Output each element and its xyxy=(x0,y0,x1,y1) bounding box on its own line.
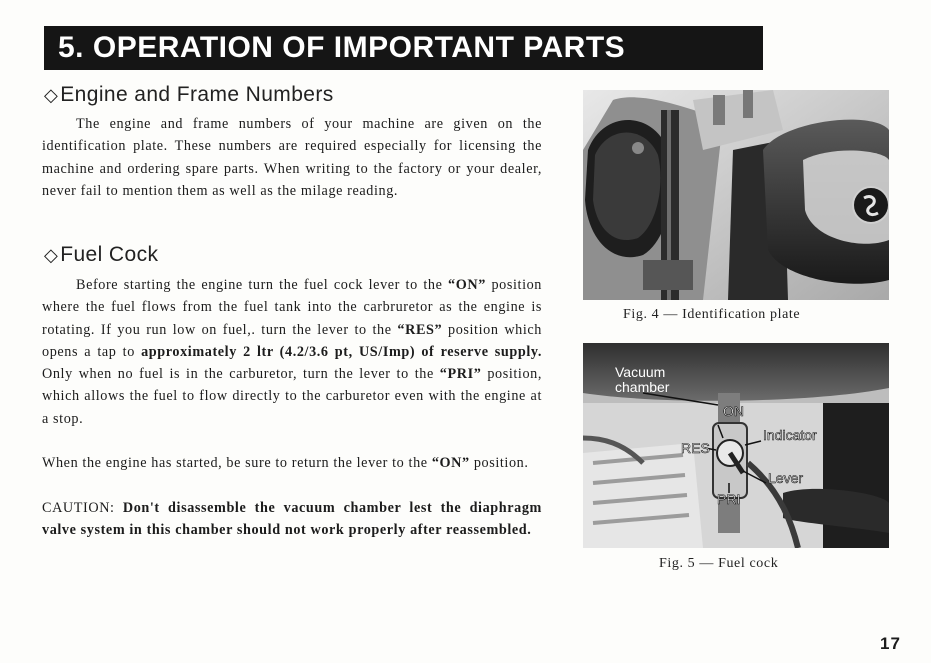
paragraph-caution xyxy=(42,497,542,542)
caution-text: Don't disassemble the vacuum chamber lest the diaphragm valve system in this chamber should not work properly after reassembled. xyxy=(42,500,542,539)
figure-5-caption: Fig. 5 — Fuel cock xyxy=(659,556,779,571)
term-res: “RES” xyxy=(397,321,443,338)
figure-identification-plate-photo xyxy=(583,90,889,300)
label-indicator: Indicator xyxy=(763,427,817,443)
caution-label: CAUTION: xyxy=(42,500,123,516)
heading-text: Engine and Frame Numbers xyxy=(60,83,334,106)
text-run: Only when no fuel is in the carburetor, turn the lever to the xyxy=(42,366,440,383)
text-run: position where the fuel flows from the fuel tank into the carbruretor as the engine is rotating. If you run low on fuel,. turn the lever to the xyxy=(42,277,543,338)
label-chamber: chamber xyxy=(615,379,670,395)
motorcycle-front-photo-icon xyxy=(583,90,889,300)
heading-engine-frame-numbers xyxy=(44,83,334,107)
reserve-supply-text: approximately 2 ltr (4.2/3.6 pt, US/Imp) of reserve supply. xyxy=(141,343,542,360)
section-title: 5. OPERATION OF IMPORTANT PARTS xyxy=(44,26,763,70)
text-run: position. xyxy=(469,455,529,471)
diamond-bullet-icon: ◇ xyxy=(44,85,59,105)
label-pri: PRI xyxy=(717,491,741,507)
figure-fuel-cock-photo xyxy=(583,343,889,548)
heading-fuel-cock xyxy=(44,243,158,267)
paragraph-after-start xyxy=(42,452,542,474)
label-on: ON xyxy=(723,403,744,419)
figure-4-caption: Fig. 4 — Identification plate xyxy=(623,307,801,322)
heading-text: Fuel Cock xyxy=(60,243,159,266)
paragraph-engine-frame: The engine and frame numbers of your machine are given on the identification plate. These numbers are required especially for licensing the machine and ordering spare parts. When writing to the factory or your dealer, never fail to mention them as well as the milage reading. xyxy=(42,116,542,199)
page-number: 17 xyxy=(880,634,901,653)
text-run: position which opens a tap to xyxy=(42,321,542,360)
label-res: RES xyxy=(681,440,710,456)
term-on: “ON” xyxy=(448,277,486,293)
text-run: position, which allows the fuel to flow directly to the carburetor even with the engine at a stop. xyxy=(42,366,542,427)
text-run: When the engine has started, be sure to return the lever to the xyxy=(42,455,432,471)
label-vacuum: Vacuum xyxy=(615,364,666,380)
text-run: Before starting the engine turn the fuel cock lever to the xyxy=(76,277,449,293)
fuel-cock-photo-icon xyxy=(583,343,889,548)
term-on: “ON” xyxy=(431,455,470,471)
paragraph-fuel-cock xyxy=(42,274,542,430)
label-lever: Lever xyxy=(768,470,804,486)
term-pri: “PRI” xyxy=(439,366,482,383)
diamond-bullet-icon: ◇ xyxy=(44,245,59,265)
